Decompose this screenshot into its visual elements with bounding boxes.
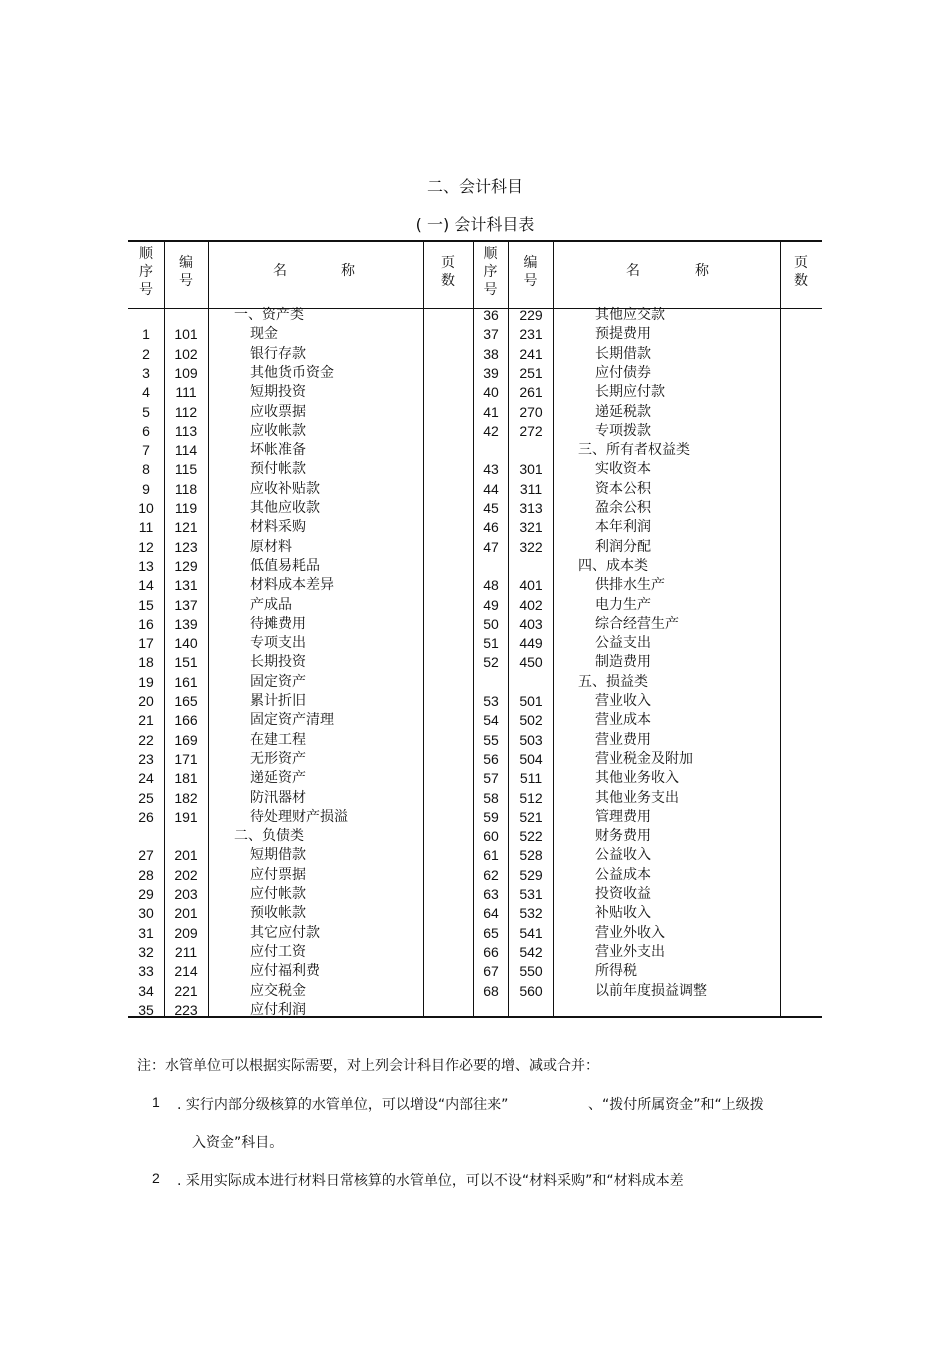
row-code: 521 — [519, 808, 543, 825]
row-code: 450 — [519, 654, 543, 671]
row-seq: 46 — [483, 519, 499, 536]
account-name: 递延税款 — [595, 403, 651, 420]
account-name: 固定资产 — [250, 673, 306, 690]
row-code: 112 — [174, 403, 198, 420]
col-divider — [780, 240, 781, 1017]
row-code: 550 — [519, 963, 543, 980]
row-code: 511 — [519, 770, 543, 787]
row-seq: 14 — [138, 577, 154, 594]
row-code: 531 — [519, 886, 543, 902]
account-name: 应付帐款 — [250, 886, 306, 902]
account-name: 长期借款 — [595, 345, 651, 362]
account-name: 资本公积 — [595, 480, 651, 497]
account-name: 应收票据 — [250, 403, 306, 420]
row-code: 118 — [174, 480, 198, 497]
table-title: ( 一) 会计科目表 — [415, 215, 535, 234]
note-item-1-text-cont: 入资金”科目。 — [192, 1135, 284, 1151]
row-seq: 18 — [138, 654, 154, 671]
account-name: 其他应收款 — [250, 500, 320, 516]
row-code: 202 — [174, 866, 198, 883]
category-heading: 一、资产类 — [234, 307, 304, 323]
row-code: 522 — [519, 828, 543, 845]
account-name: 固定资产清理 — [250, 712, 334, 729]
account-name: 预收帐款 — [250, 905, 306, 922]
page-heading: 二、会计科目 — [426, 177, 523, 196]
note-item-2-number: 2 — [152, 1170, 160, 1186]
row-seq: 34 — [138, 982, 154, 999]
row-code: 201 — [174, 847, 198, 864]
row-seq: 67 — [483, 963, 499, 980]
row-seq: 52 — [483, 654, 499, 671]
row-seq: 16 — [138, 615, 154, 632]
header-name-1: 名 — [273, 263, 287, 279]
row-seq: 27 — [138, 847, 154, 864]
row-code: 313 — [519, 500, 543, 516]
row-code: 311 — [519, 480, 543, 497]
row-seq: 7 — [142, 442, 150, 459]
category-heading: 三、所有者权益类 — [578, 442, 690, 459]
account-name: 管理费用 — [595, 808, 651, 825]
row-code: 111 — [175, 384, 197, 401]
row-code: 113 — [174, 422, 198, 439]
row-seq: 19 — [138, 673, 154, 690]
row-code: 129 — [174, 557, 198, 574]
account-name: 材料采购 — [250, 519, 306, 536]
category-heading: 四、成本类 — [578, 557, 648, 574]
row-seq: 5 — [142, 403, 150, 420]
row-code: 201 — [174, 905, 198, 922]
row-seq: 61 — [483, 847, 499, 864]
col-divider — [208, 240, 209, 1017]
account-name: 公益收入 — [595, 847, 651, 864]
account-name: 应付福利费 — [250, 963, 320, 980]
row-seq: 24 — [138, 770, 154, 787]
row-code: 270 — [519, 403, 543, 420]
account-name: 低值易耗品 — [250, 557, 320, 574]
header-code: 编 号 — [523, 255, 538, 289]
account-name: 原材料 — [250, 538, 292, 555]
row-code: 541 — [519, 924, 543, 941]
row-code: 131 — [174, 577, 198, 594]
account-name: 防汛器材 — [250, 789, 306, 806]
row-code: 211 — [174, 943, 198, 960]
row-code: 560 — [519, 982, 543, 999]
account-name: 盈余公积 — [595, 500, 651, 516]
row-code: 501 — [519, 693, 543, 709]
account-name: 本年利润 — [595, 519, 651, 536]
header-seq: 顺 序 号 — [483, 246, 498, 298]
row-seq: 9 — [142, 480, 150, 497]
account-name: 补贴收入 — [595, 905, 651, 922]
row-code: 101 — [174, 326, 198, 343]
row-seq: 57 — [483, 770, 499, 787]
account-name: 利润分配 — [595, 538, 651, 555]
account-name: 应付工资 — [250, 943, 306, 960]
header-name-1: 名 — [626, 263, 640, 279]
row-code: 121 — [174, 519, 198, 536]
row-code: 529 — [519, 866, 543, 883]
account-name: 应付债券 — [595, 364, 651, 381]
row-code: 502 — [519, 712, 543, 729]
row-seq: 45 — [483, 500, 499, 516]
row-code: 272 — [519, 422, 543, 439]
account-name: 营业成本 — [595, 712, 651, 729]
row-seq: 13 — [138, 557, 154, 574]
account-name: 材料成本差异 — [250, 577, 334, 594]
row-code: 182 — [174, 789, 198, 806]
row-seq: 39 — [483, 364, 499, 381]
account-name: 营业费用 — [595, 731, 651, 748]
account-name: 银行存款 — [250, 345, 306, 362]
row-seq: 50 — [483, 615, 499, 632]
row-seq: 44 — [483, 480, 499, 497]
header-pages: 页 数 — [794, 255, 808, 289]
account-name: 实收资本 — [595, 461, 651, 478]
row-seq: 20 — [138, 693, 154, 709]
row-code: 169 — [174, 731, 198, 748]
account-name: 应付利润 — [250, 1001, 306, 1018]
row-seq: 53 — [483, 693, 499, 709]
row-seq: 31 — [138, 924, 154, 941]
row-seq: 68 — [483, 982, 499, 999]
accounts-table — [128, 240, 822, 1018]
row-seq: 54 — [483, 712, 499, 729]
row-seq: 21 — [138, 712, 154, 729]
note-item-2-text: . 采用实际成本进行材料日常核算的水管单位，可以不设“材料采购”和“材料成本差 — [177, 1173, 684, 1189]
col-divider — [553, 240, 554, 1017]
header-seq: 顺 序 号 — [139, 246, 153, 298]
account-name: 其他货币资金 — [250, 364, 334, 381]
account-name: 专项支出 — [250, 635, 306, 652]
account-name: 无形资产 — [250, 750, 306, 767]
account-name: 短期投资 — [250, 384, 306, 401]
note-item-1-text-b: 、“拨付所属资金”和“上级拨 — [588, 1097, 764, 1113]
row-code: 251 — [519, 364, 543, 381]
row-code: 140 — [174, 635, 198, 652]
row-code: 241 — [519, 345, 543, 362]
row-seq: 42 — [483, 422, 499, 439]
account-name: 其它应付款 — [250, 924, 320, 941]
row-code: 322 — [519, 538, 543, 555]
account-name: 营业外支出 — [595, 943, 665, 960]
row-code: 542 — [519, 943, 543, 960]
row-seq: 1 — [142, 326, 150, 343]
row-code: 402 — [519, 596, 543, 613]
account-name: 营业外收入 — [595, 924, 665, 941]
row-code: 102 — [174, 345, 198, 362]
header-name-2: 称 — [695, 263, 709, 279]
row-code: 401 — [519, 577, 543, 594]
account-name: 在建工程 — [250, 731, 306, 748]
account-name: 长期应付款 — [595, 384, 665, 401]
row-seq: 43 — [483, 461, 499, 478]
row-seq: 64 — [483, 905, 499, 922]
account-name: 营业收入 — [595, 693, 651, 709]
note-intro: 注：水管单位可以根据实际需要，对上列会计科目作必要的增、减或合并： — [137, 1058, 599, 1074]
account-name: 递延资产 — [250, 770, 306, 787]
row-seq: 32 — [138, 943, 154, 960]
row-code: 171 — [174, 750, 198, 767]
row-code: 161 — [174, 673, 198, 690]
account-name: 公益支出 — [595, 635, 651, 652]
row-seq: 49 — [483, 596, 499, 613]
row-code: 532 — [519, 905, 543, 922]
account-name: 累计折旧 — [250, 693, 306, 709]
row-code: 166 — [174, 712, 198, 729]
account-name: 营业税金及附加 — [595, 750, 693, 767]
row-seq: 17 — [138, 635, 154, 652]
account-name: 待处理财产损溢 — [250, 808, 348, 825]
category-heading: 五、损益类 — [578, 673, 648, 690]
row-code: 503 — [519, 731, 543, 748]
account-name: 预付帐款 — [250, 461, 306, 478]
header-name-2: 称 — [341, 263, 355, 279]
row-seq: 22 — [138, 731, 154, 748]
row-code: 165 — [174, 693, 198, 709]
row-code: 151 — [174, 654, 198, 671]
account-name: 电力生产 — [595, 596, 651, 613]
row-code: 221 — [174, 982, 198, 999]
account-name: 短期借款 — [250, 847, 306, 864]
row-seq: 8 — [142, 461, 150, 478]
row-seq: 10 — [138, 500, 154, 516]
account-name: 产成品 — [250, 596, 292, 613]
row-seq: 47 — [483, 538, 499, 555]
category-heading: 二、负债类 — [234, 828, 304, 845]
row-seq: 12 — [138, 538, 154, 555]
row-code: 223 — [174, 1001, 198, 1018]
note-item-1-number: 1 — [152, 1094, 160, 1110]
account-name: 综合经营生产 — [595, 615, 679, 632]
account-name: 应收补贴款 — [250, 480, 320, 497]
row-seq: 60 — [483, 828, 499, 845]
row-code: 449 — [519, 635, 543, 652]
row-code: 403 — [519, 615, 543, 632]
account-name: 预提费用 — [595, 326, 651, 343]
row-seq: 28 — [138, 866, 154, 883]
row-code: 119 — [174, 500, 198, 516]
row-code: 528 — [519, 847, 543, 864]
row-code: 181 — [174, 770, 198, 787]
row-seq: 25 — [138, 789, 154, 806]
row-seq: 36 — [483, 307, 499, 323]
row-seq: 58 — [483, 789, 499, 806]
row-seq: 65 — [483, 924, 499, 941]
header-code: 编 号 — [179, 255, 193, 289]
row-code: 229 — [519, 307, 543, 323]
row-code: 261 — [519, 384, 543, 401]
row-code: 115 — [174, 461, 198, 478]
table-bottom-rule — [128, 1016, 822, 1018]
row-seq: 55 — [483, 731, 499, 748]
row-code: 109 — [174, 364, 198, 381]
account-name: 所得税 — [595, 963, 637, 980]
account-name: 其他业务收入 — [595, 770, 679, 787]
row-code: 139 — [174, 615, 198, 632]
row-code: 137 — [174, 596, 198, 613]
row-seq: 11 — [138, 519, 154, 536]
row-code: 504 — [519, 750, 543, 767]
row-seq: 51 — [483, 635, 499, 652]
col-divider — [423, 240, 424, 1017]
row-seq: 30 — [138, 905, 154, 922]
account-name: 待摊费用 — [250, 615, 306, 632]
row-code: 123 — [174, 538, 198, 555]
note-item-1-text-a: . 实行内部分级核算的水管单位，可以增设“内部往来” — [177, 1097, 509, 1113]
row-seq: 63 — [483, 886, 499, 902]
account-name: 现金 — [250, 326, 278, 343]
row-seq: 4 — [142, 384, 150, 401]
account-name: 财务费用 — [595, 828, 651, 845]
row-code: 191 — [174, 808, 198, 825]
row-code: 114 — [174, 442, 198, 459]
row-seq: 26 — [138, 808, 154, 825]
row-seq: 38 — [483, 345, 499, 362]
row-seq: 6 — [142, 422, 150, 439]
row-code: 301 — [519, 461, 543, 478]
account-name: 制造费用 — [595, 654, 651, 671]
row-code: 231 — [519, 326, 543, 343]
row-seq: 3 — [142, 364, 150, 381]
row-code: 203 — [174, 886, 198, 902]
account-name: 应付票据 — [250, 866, 306, 883]
row-code: 214 — [174, 963, 198, 980]
header-pages: 页 数 — [441, 255, 455, 289]
row-seq: 37 — [483, 326, 499, 343]
account-name: 长期投资 — [250, 654, 306, 671]
account-name: 以前年度损益调整 — [595, 982, 707, 999]
account-name: 其他业务支出 — [595, 789, 679, 806]
row-seq: 59 — [483, 808, 499, 825]
row-code: 512 — [519, 789, 543, 806]
row-seq: 56 — [483, 750, 499, 767]
row-seq: 66 — [483, 943, 499, 960]
account-name: 坏帐准备 — [250, 442, 306, 459]
account-name: 应收帐款 — [250, 422, 306, 439]
row-seq: 41 — [483, 403, 499, 420]
account-name: 供排水生产 — [595, 577, 665, 594]
row-seq: 2 — [142, 345, 150, 362]
row-seq: 40 — [483, 384, 499, 401]
row-code: 209 — [174, 924, 198, 941]
row-seq: 15 — [138, 596, 154, 613]
row-seq: 35 — [138, 1001, 154, 1018]
account-name: 公益成本 — [595, 866, 651, 883]
row-code: 321 — [519, 519, 543, 536]
row-seq: 29 — [138, 886, 154, 902]
account-name: 投资收益 — [595, 886, 651, 902]
row-seq: 62 — [483, 866, 499, 883]
row-seq: 23 — [138, 750, 154, 767]
account-name: 专项拨款 — [595, 422, 651, 439]
table-top-rule — [128, 240, 822, 242]
account-name: 应交税金 — [250, 982, 306, 999]
row-seq: 48 — [483, 577, 499, 594]
row-seq: 33 — [138, 963, 154, 980]
account-name: 其他应交款 — [595, 307, 665, 323]
